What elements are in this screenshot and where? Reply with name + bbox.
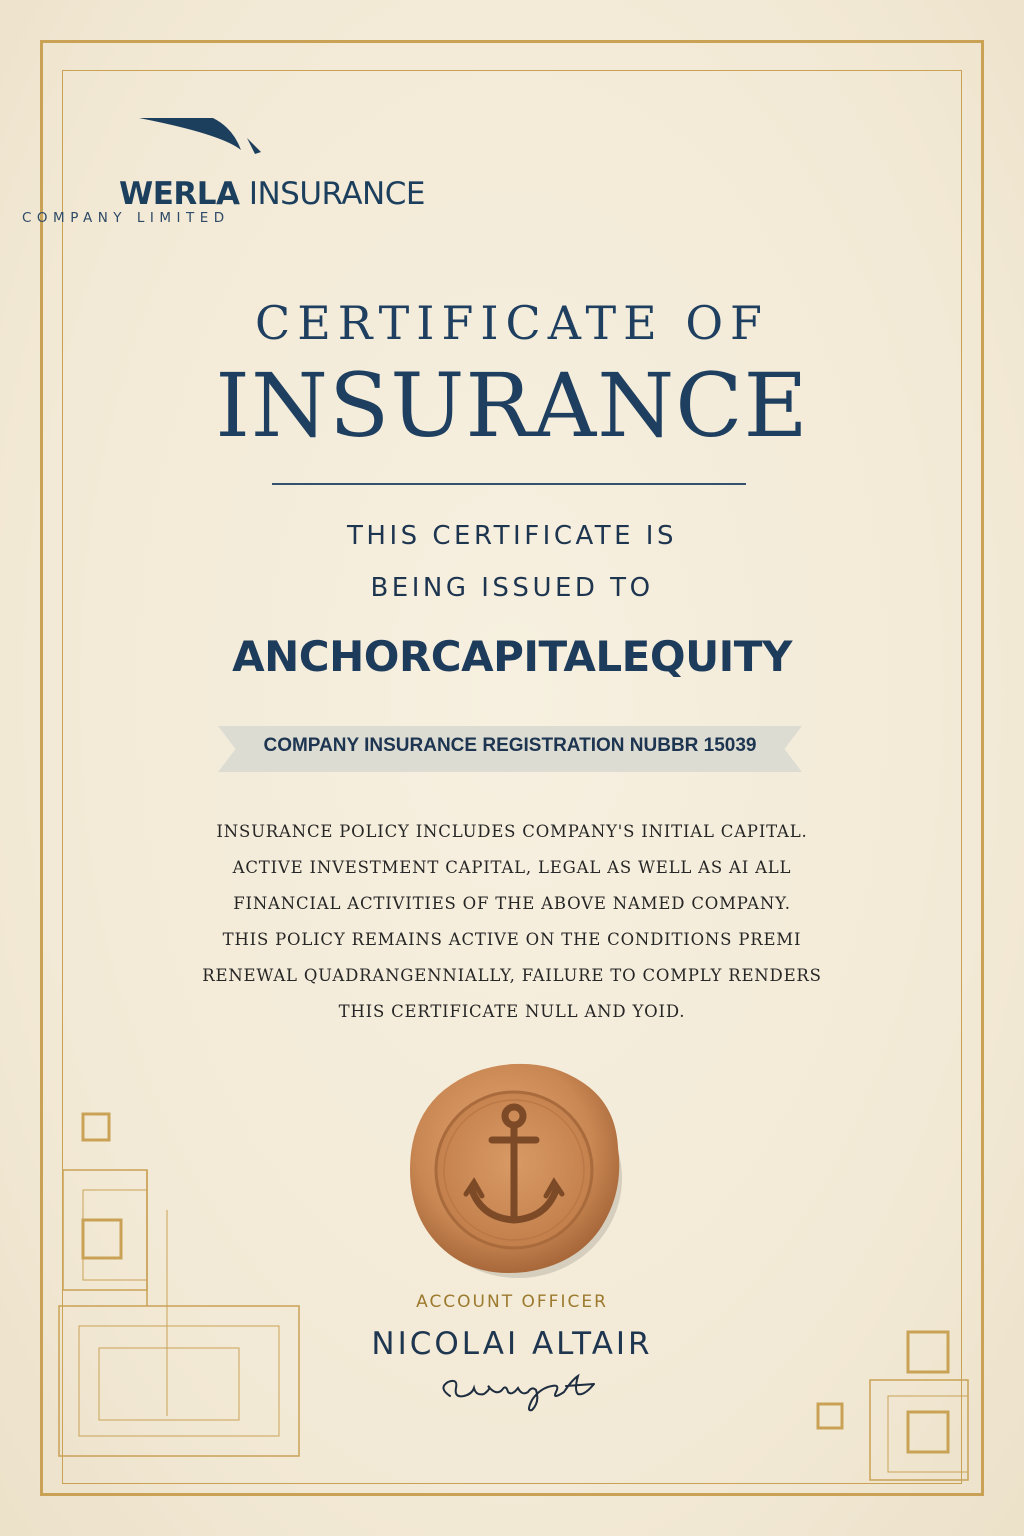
officer-label: ACCOUNT OFFICER [416, 1292, 608, 1312]
title-divider [272, 483, 746, 485]
company-name-rest: INSURANCE [239, 176, 425, 212]
policy-line: THIS POLICY REMAINS ACTIVE ON THE CONDITIONS PREMI [222, 930, 802, 949]
recipient-name: ANCHORCAPITALEQUITY [232, 632, 792, 681]
policy-line: FINANCIAL ACTIVITIES OF THE ABOVE NAMED COMPANY. [233, 894, 791, 913]
issued-to-text [0, 510, 1024, 614]
decorative-squares-right [810, 1320, 970, 1490]
policy-line: ACTIVE INVESTMENT CAPITAL, LEGAL AS WELL AS AI ALL [232, 858, 792, 877]
title-line-2: INSURANCE [215, 354, 809, 457]
company-name [119, 176, 425, 212]
issued-line-2: BEING ISSUED TO [370, 573, 654, 603]
policy-line: RENEWAL QUADRANGENNIALLY, FAILURE TO COMPLY RENDERS [202, 966, 822, 985]
officer-name: NICOLAI ALTAIR [371, 1326, 653, 1362]
company-name-bold: WERLA [119, 176, 240, 212]
decorative-squares-left [55, 1100, 315, 1470]
wax-seal [402, 1058, 626, 1282]
policy-line: THIS CERTIFICATE NULL AND YOID. [338, 1002, 686, 1021]
title-line-1: CERTIFICATE OF [255, 296, 769, 350]
wing-logo-icon [135, 114, 265, 158]
company-subtitle: COMPANY LIMITED [22, 210, 230, 226]
policy-line: INSURANCE POLICY INCLUDES COMPANY'S INITIAL CAPITAL. [216, 822, 808, 841]
policy-paragraph [150, 814, 874, 1030]
registration-number: COMPANY INSURANCE REGISTRATION NUBBR 15039 [263, 735, 757, 756]
issued-line-1: THIS CERTIFICATE IS [347, 521, 677, 551]
signature [428, 1366, 608, 1414]
